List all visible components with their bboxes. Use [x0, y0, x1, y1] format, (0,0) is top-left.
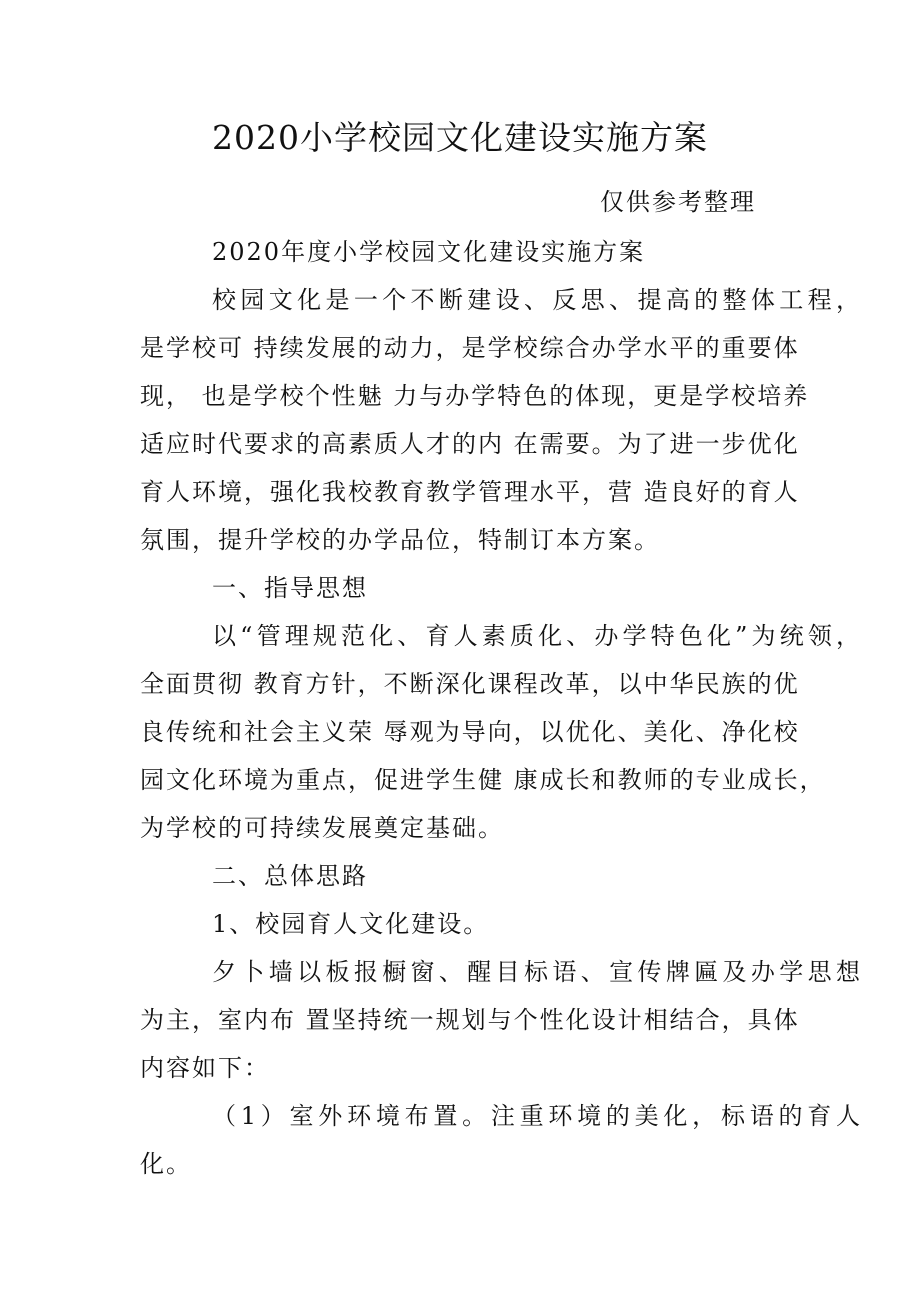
text-line: 内容如下：	[140, 1054, 270, 1082]
subsection-heading: 1、校园育人文化建设。	[212, 910, 490, 938]
text-line: 良传统和社会主义荣 辱观为导向，以优化、美化、净化校	[140, 718, 800, 746]
text-line: 校园文化是一个不断建设、反思、提高的整体工程，	[212, 286, 862, 314]
text-line: 适应时代要求的高素质人才的内 在需要。为了进一步优化	[140, 430, 800, 458]
text-line: 育人环境，强化我校教育教学管理水平，营 造良好的育人	[140, 478, 800, 506]
text-line: 全面贯彻 教育方针，不断深化课程改革，以中华民族的优	[140, 670, 800, 698]
text-line: 现， 也是学校个性魅 力与办学特色的体现，更是学校培养	[140, 382, 810, 410]
text-line: 化。	[140, 1150, 192, 1178]
text-line: 是学校可 持续发展的动力，是学校综合办学水平的重要体	[140, 334, 800, 362]
text-line: 为学校的可持续发展奠定基础。	[140, 814, 504, 842]
document-title: 2020小学校园文化建设实施方案	[212, 118, 708, 157]
text-line: 为主，室内布 置坚持统一规划与个性化设计相结合，具体	[140, 1006, 800, 1034]
section-heading: 二、总体思路	[212, 862, 368, 890]
text-line: 夕卜墙以板报橱窗、醒目标语、宣传牌匾及办学思想	[212, 958, 862, 986]
text-line: （1）室外环境布置。注重环境的美化，标语的育人	[212, 1102, 862, 1130]
text-line: 以“管理规范化、育人素质化、办学特色化”为统领，	[212, 622, 862, 650]
text-line: 2020年度小学校园文化建设实施方案	[212, 238, 646, 266]
document-note: 仅供参考整理	[600, 188, 756, 216]
section-heading: 一、指导思想	[212, 574, 368, 602]
text-line: 氛围，提升学校的办学品位，特制订本方案。	[140, 526, 660, 554]
text-line: 园文化环境为重点，促进学生健 康成长和教师的专业成长，	[140, 766, 826, 794]
